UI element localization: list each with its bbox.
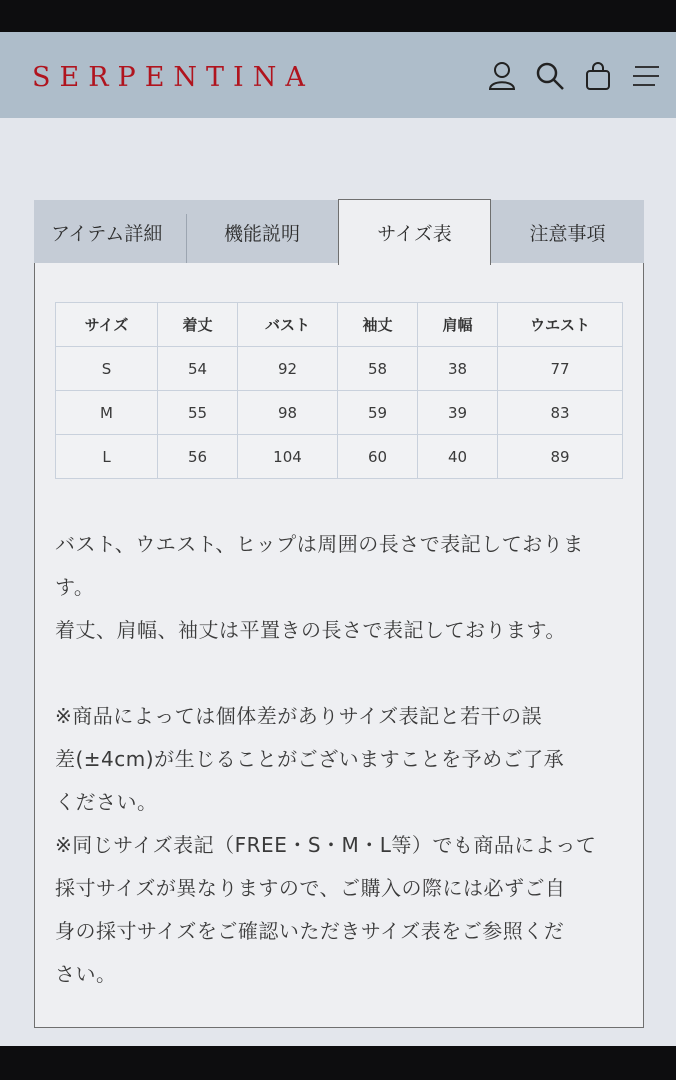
- table-cell: 40: [418, 435, 498, 479]
- col-header: 着丈: [158, 303, 238, 347]
- size-chart-panel: [34, 263, 644, 1028]
- col-header: 袖丈: [338, 303, 418, 347]
- bottom-bar-area: [0, 1046, 676, 1080]
- note-line: さい。: [55, 962, 117, 986]
- table-cell: 38: [418, 347, 498, 391]
- note-line: す。: [55, 575, 95, 599]
- table-cell: 77: [498, 347, 623, 391]
- col-header: 肩幅: [418, 303, 498, 347]
- note-line: 採寸サイズが異なりますので、ご購入の際には必ずご自: [55, 876, 566, 900]
- main-content: [0, 118, 676, 1046]
- note-line: 着丈、肩幅、袖丈は平置きの長さで表記しております。: [55, 618, 566, 642]
- menu-icon[interactable]: [630, 60, 662, 92]
- note-line: ください。: [55, 790, 158, 814]
- note-line: 身の採寸サイズをご確認いただきサイズ表をご参照くだ: [55, 919, 565, 943]
- table-header-row: [56, 303, 623, 347]
- note-line: ※商品によっては個体差がありサイズ表記と若干の誤: [55, 704, 543, 728]
- site-header: [0, 32, 676, 118]
- col-header: サイズ: [56, 303, 158, 347]
- table-cell: 89: [498, 435, 623, 479]
- table-cell: M: [56, 391, 158, 435]
- table-row: [56, 435, 623, 479]
- size-notes: [55, 523, 625, 996]
- spacer: [55, 652, 625, 695]
- tab-bar: [34, 200, 644, 264]
- search-icon[interactable]: [534, 60, 566, 92]
- table-cell: 104: [238, 435, 338, 479]
- table-cell: 92: [238, 347, 338, 391]
- status-bar-area: [0, 0, 676, 32]
- note-line: ※同じサイズ表記（FREE・S・M・L等）でも商品によって: [55, 833, 597, 857]
- size-table: [55, 302, 623, 479]
- table-cell: S: [56, 347, 158, 391]
- table-cell: 60: [338, 435, 418, 479]
- table-cell: 55: [158, 391, 238, 435]
- user-icon[interactable]: [486, 60, 518, 92]
- tab-item-details[interactable]: アイテム詳細: [34, 200, 186, 264]
- tab-size-chart[interactable]: サイズ表: [338, 199, 491, 265]
- tab-divider: [186, 214, 187, 264]
- brand-logo[interactable]: SERPENTINA: [32, 62, 314, 93]
- table-row: [56, 391, 623, 435]
- table-cell: 98: [238, 391, 338, 435]
- table-cell: 59: [338, 391, 418, 435]
- tab-features[interactable]: 機能説明: [186, 200, 338, 264]
- table-cell: 83: [498, 391, 623, 435]
- note-line: バスト、ウエスト、ヒップは周囲の長さで表記しておりま: [55, 532, 584, 556]
- table-cell: 54: [158, 347, 238, 391]
- table-cell: 58: [338, 347, 418, 391]
- table-cell: L: [56, 435, 158, 479]
- header-icons: [486, 60, 662, 92]
- table-cell: 39: [418, 391, 498, 435]
- note-line: 差(±4cm)が生じることがございますことを予めご了承: [55, 747, 565, 771]
- table-row: [56, 347, 623, 391]
- tab-notes[interactable]: 注意事項: [491, 200, 644, 264]
- col-header: バスト: [238, 303, 338, 347]
- col-header: ウエスト: [498, 303, 623, 347]
- bag-icon[interactable]: [582, 60, 614, 92]
- table-cell: 56: [158, 435, 238, 479]
